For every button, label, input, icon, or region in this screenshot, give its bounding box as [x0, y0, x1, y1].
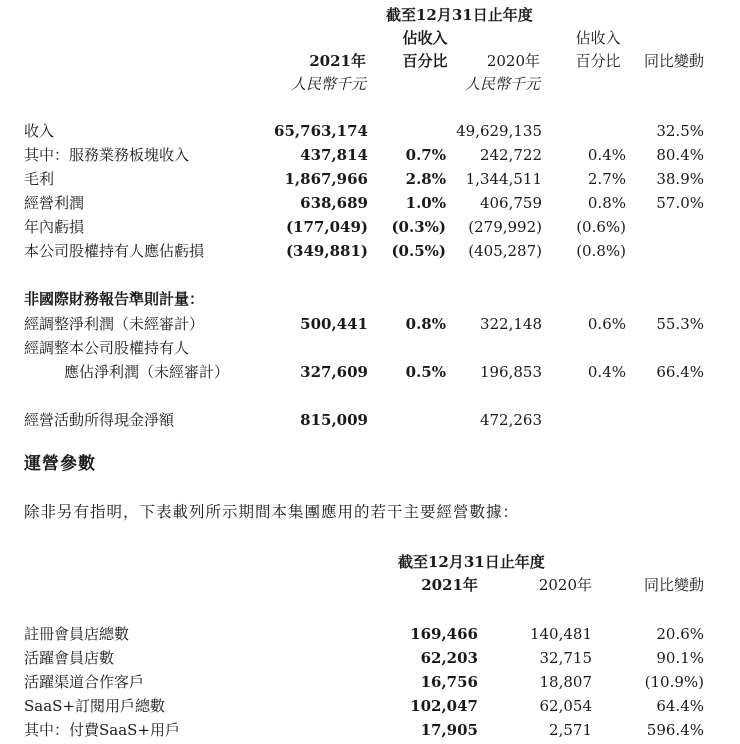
pct-2021: 0.5%	[405, 363, 446, 381]
table-row	[0, 314, 740, 334]
table-row	[0, 241, 740, 261]
yoy-change: 596.4%	[646, 721, 704, 739]
value-2020: 62,054	[539, 697, 592, 715]
year-2021-heading: 2021年	[421, 576, 478, 594]
value-2020: 18,807	[539, 673, 592, 691]
yoy-change: 66.4%	[656, 363, 704, 381]
period-heading: 截至12月31日止年度	[398, 553, 545, 571]
table-row	[0, 145, 740, 165]
value-2021: 815,009	[300, 411, 368, 429]
value-2020: 32,715	[539, 649, 592, 667]
value-2021: 16,756	[420, 673, 478, 691]
value-2020: 49,629,135	[456, 122, 542, 140]
year-2020-unit: 人民幣千元	[464, 75, 540, 93]
row-label: 經營利潤	[24, 194, 85, 212]
value-2021: 102,047	[410, 697, 478, 715]
pct-2020: (0.6%)	[576, 218, 626, 236]
row-label: 年內虧損	[24, 218, 85, 236]
value-2020: 472,263	[479, 411, 542, 429]
table-row	[0, 720, 740, 740]
value-2020: 196,853	[479, 363, 542, 381]
intro-text: 除非另有指明，下表載列所示期間本集團應用的若干主要經營數據：	[24, 503, 520, 521]
value-2021: 1,867,966	[284, 170, 368, 188]
value-2021: 169,466	[410, 625, 478, 643]
value-2020: 322,148	[479, 315, 542, 333]
value-2021: (177,049)	[285, 218, 368, 236]
value-2021: 638,689	[300, 194, 368, 212]
row-label: 註冊會員店總數	[24, 625, 130, 643]
row-label: 本公司股權持有人應佔虧損	[24, 242, 205, 260]
row-label: 毛利	[24, 170, 55, 188]
value-2020: 1,344,511	[465, 170, 542, 188]
row-label: 收入	[24, 122, 55, 140]
pct-2021: 2.8%	[405, 170, 446, 188]
year-2020-heading: 2020年	[486, 52, 540, 70]
table-row	[0, 648, 740, 668]
non-ifrs-heading: 非國際財務報告準則計量：	[24, 290, 205, 308]
pct-2021-heading-line1: 佔收入	[402, 29, 448, 47]
value-2021: 327,609	[300, 363, 368, 381]
value-2020: 140,481	[529, 625, 592, 643]
pct-2021: 1.0%	[405, 194, 446, 212]
yoy-change: 64.4%	[656, 697, 704, 715]
table-row	[0, 217, 740, 237]
section-title: 運營參數	[24, 454, 96, 474]
row-label: 經營活動所得現金淨額	[24, 411, 175, 429]
row-label: 活躍會員店數	[24, 649, 115, 667]
yoy-change: (10.9%)	[644, 673, 704, 691]
row-label: 其中：服務業務板塊收入	[24, 146, 190, 164]
pct-2020-heading-line2: 百分比	[575, 52, 621, 70]
table-row	[0, 410, 740, 430]
value-2021: 500,441	[300, 315, 368, 333]
yoy-change: 80.4%	[656, 146, 704, 164]
table-row	[0, 169, 740, 189]
pct-2020: 0.4%	[587, 146, 626, 164]
value-2021: 437,814	[300, 146, 368, 164]
row-label-line2: 應佔淨利潤（未經審計）	[64, 363, 230, 381]
value-2021: (349,881)	[285, 242, 368, 260]
table-row	[0, 193, 740, 213]
row-label-line1: 經調整本公司股權持有人	[24, 339, 190, 357]
value-2020: 242,722	[479, 146, 542, 164]
pct-2020: 2.7%	[587, 170, 626, 188]
yoy-change: 32.5%	[656, 122, 704, 140]
yoy-change: 20.6%	[656, 625, 704, 643]
table-row	[0, 362, 740, 382]
table-row	[0, 624, 740, 644]
yoy-change: 57.0%	[656, 194, 704, 212]
row-label: SaaS+訂閱用戶總數	[24, 697, 166, 715]
pct-2021: (0.5%)	[391, 242, 446, 260]
row-label: 經調整淨利潤（未經審計）	[24, 315, 205, 333]
yoy-heading: 同比變動	[643, 52, 704, 70]
yoy-heading: 同比變動	[643, 576, 704, 594]
year-2020-heading: 2020年	[538, 576, 592, 594]
yoy-change: 38.9%	[656, 170, 704, 188]
value-2020: (279,992)	[468, 218, 542, 236]
year-2021-unit: 人民幣千元	[290, 75, 366, 93]
pct-2020: 0.4%	[587, 363, 626, 381]
value-2020: 406,759	[479, 194, 542, 212]
row-label: 其中：付費SaaS+用戶	[24, 721, 181, 739]
value-2021: 62,203	[420, 649, 478, 667]
value-2020: (405,287)	[468, 242, 542, 260]
pct-2021: 0.7%	[405, 146, 446, 164]
value-2021: 65,763,174	[274, 122, 368, 140]
table-row	[0, 121, 740, 141]
pct-2021: 0.8%	[405, 315, 446, 333]
yoy-change: 90.1%	[656, 649, 704, 667]
period-heading: 截至12月31日止年度	[386, 6, 533, 24]
year-2021-heading: 2021年	[309, 52, 366, 70]
pct-2021-heading-line2: 百分比	[402, 52, 448, 70]
table-row	[0, 672, 740, 692]
value-2020: 2,571	[549, 721, 592, 739]
table-row	[0, 696, 740, 716]
pct-2020: 0.8%	[587, 194, 626, 212]
pct-2020-heading-line1: 佔收入	[575, 29, 621, 47]
yoy-change: 55.3%	[656, 315, 704, 333]
pct-2021: (0.3%)	[391, 218, 446, 236]
pct-2020: 0.6%	[587, 315, 626, 333]
value-2021: 17,905	[420, 721, 478, 739]
pct-2020: (0.8%)	[576, 242, 626, 260]
row-label: 活躍渠道合作客戶	[24, 673, 145, 691]
